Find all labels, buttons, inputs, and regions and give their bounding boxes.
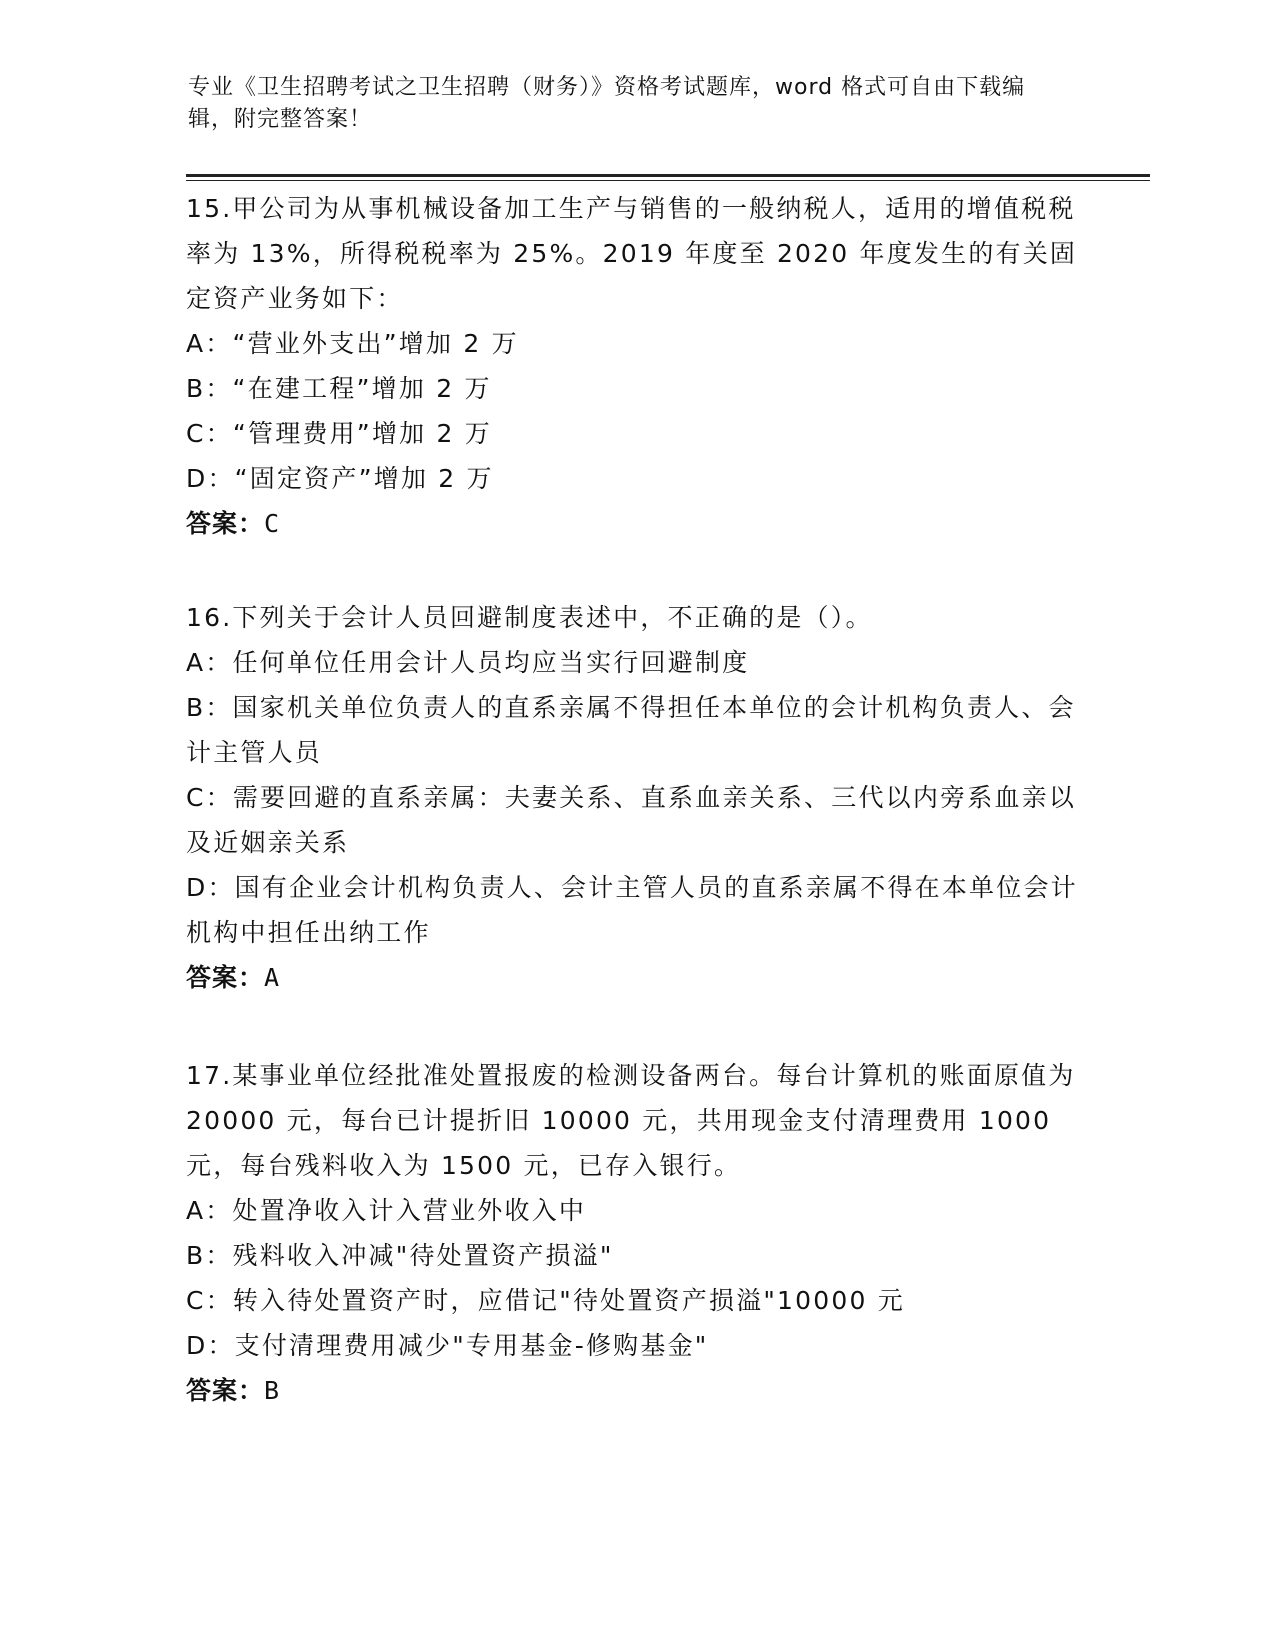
- option-d: D：支付清理费用减少"专用基金-修购基金": [186, 1331, 709, 1360]
- option-a: A：“营业外支出”增加 2 万: [186, 329, 519, 358]
- option-c: C：需要回避的直系亲属：夫妻关系、直系血亲关系、三代以内旁系血亲以及近姻亲关系: [186, 783, 1077, 857]
- option-c: C：“管理费用”增加 2 万: [186, 419, 492, 448]
- question-stem: 15.甲公司为从事机械设备加工生产与销售的一般纳税人，适用的增值税税率为 13%，所得税税率为 25%。2019 年度至 2020 年度发生的有关固定资产业务如下：: [186, 194, 1078, 313]
- answer-line: [186, 501, 1086, 546]
- header-divider-thick: [186, 174, 1150, 177]
- question-17: [186, 1053, 1086, 1413]
- question-stem: 16.下列关于会计人员回避制度表述中，不正确的是（）。: [186, 603, 873, 632]
- option-d: D：国有企业会计机构负责人、会计主管人员的直系亲属不得在本单位会计机构中担任出纳工作: [186, 873, 1078, 947]
- header-divider-thin: [186, 180, 1150, 181]
- option-b: B：残料收入冲减"待处置资产损溢": [186, 1241, 614, 1270]
- answer-value: A: [264, 963, 281, 992]
- answer-value: C: [264, 509, 281, 538]
- answer-line: [186, 955, 1086, 1000]
- option-b: B：国家机关单位负责人的直系亲属不得担任本单位的会计机构负责人、会计主管人员: [186, 693, 1076, 767]
- answer-label: 答案：: [186, 1376, 265, 1405]
- option-d: D：“固定资产”增加 2 万: [186, 464, 494, 493]
- answer-line: [186, 1368, 1086, 1413]
- question-16: [186, 595, 1086, 1000]
- document-header: 专业《卫生招聘考试之卫生招聘（财务）》资格考试题库，word 格式可自由下载编辑，附完整答案！: [188, 75, 1026, 132]
- option-c: C：转入待处置资产时，应借记"待处置资产损溢"10000 元: [186, 1286, 905, 1315]
- option-a: A：任何单位任用会计人员均应当实行回避制度: [186, 648, 750, 677]
- question-stem: 17.某事业单位经批准处置报废的检测设备两台。每台计算机的账面原值为 20000 元，每台已计提折旧 10000 元，共用现金支付清理费用 1000 元，每台残料收入为 1500 元，已存入银行。: [186, 1061, 1086, 1180]
- answer-value: B: [264, 1376, 281, 1405]
- answer-label: 答案：: [186, 963, 265, 992]
- option-a: A：处置净收入计入营业外收入中: [186, 1196, 587, 1225]
- answer-label: 答案：: [186, 509, 265, 538]
- question-15: [186, 186, 1086, 546]
- option-b: B：“在建工程”增加 2 万: [186, 374, 492, 403]
